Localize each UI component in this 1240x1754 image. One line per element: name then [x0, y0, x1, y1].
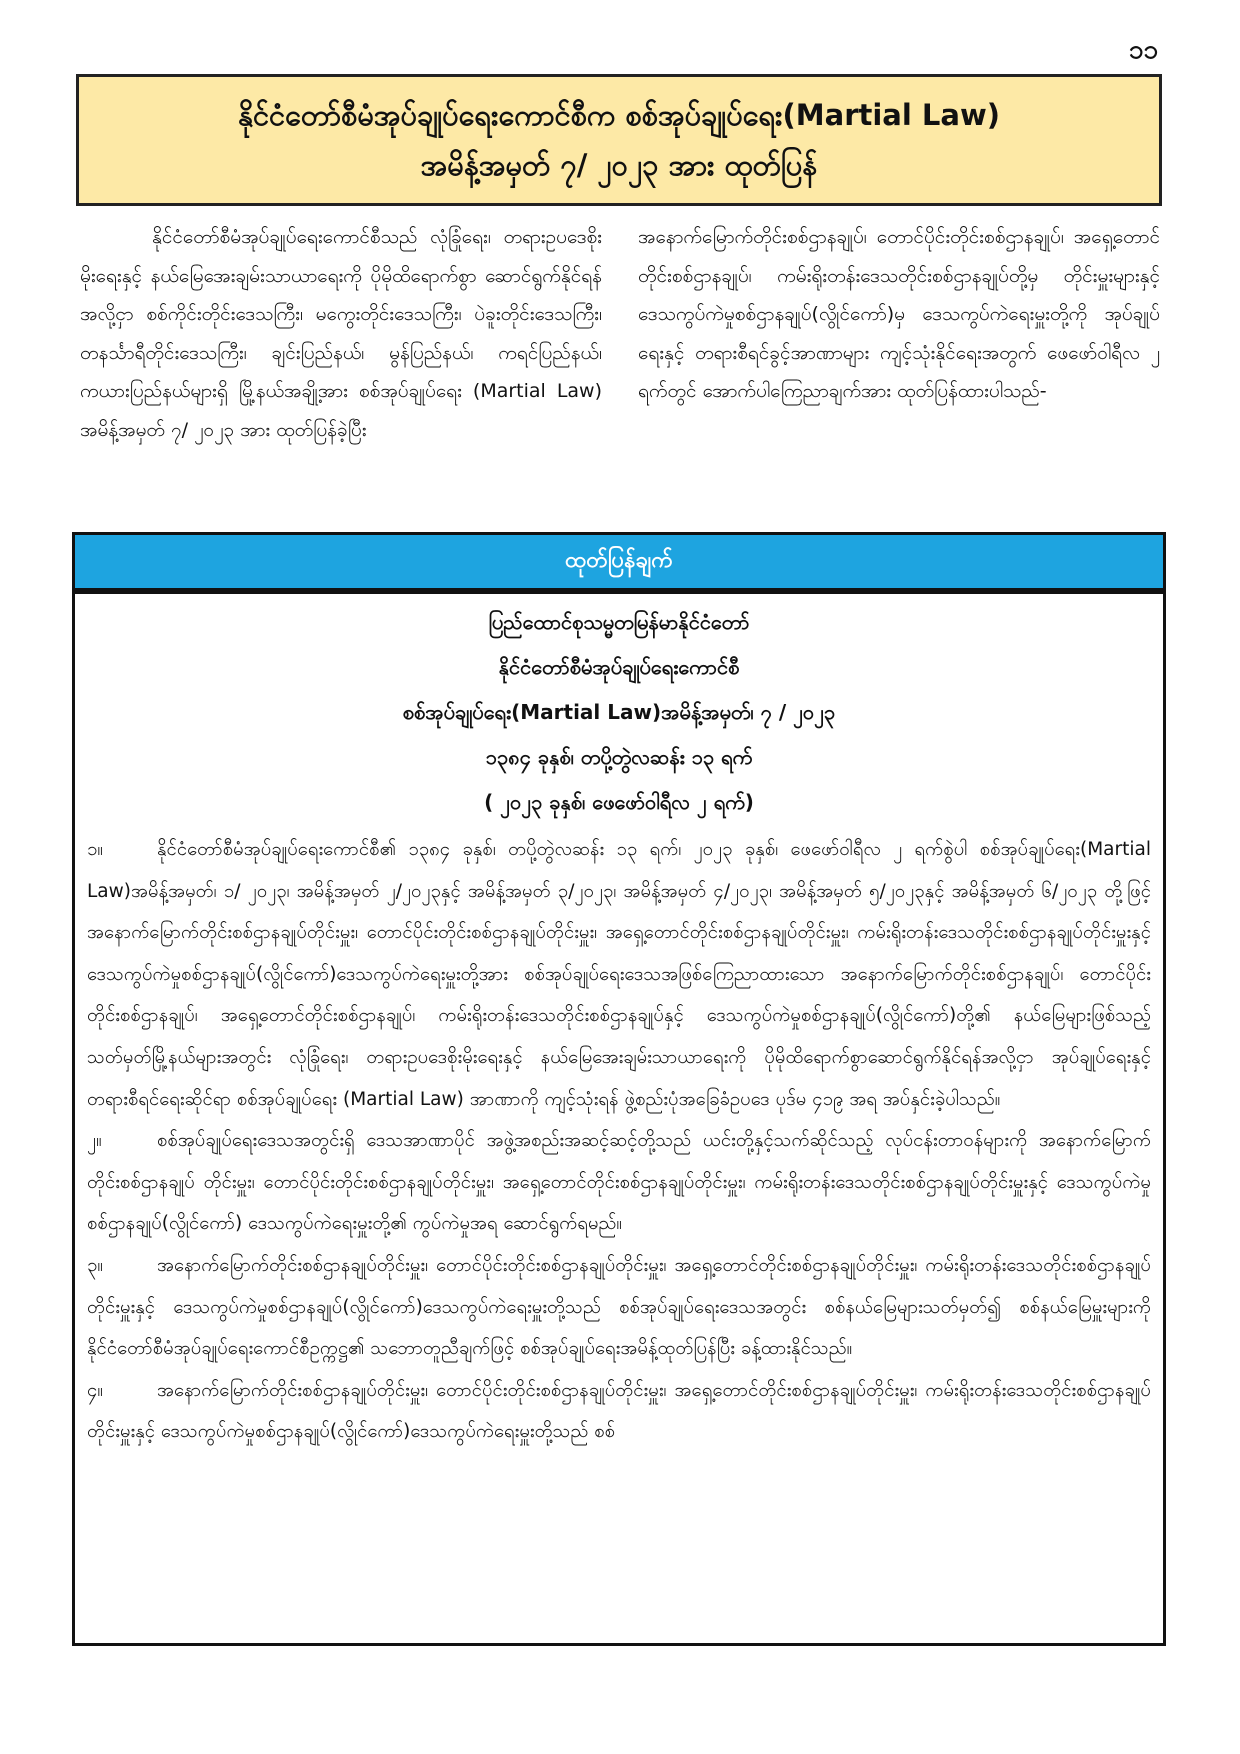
release-body	[72, 594, 1166, 1646]
order-heading-country: ပြည်ထောင်စုသမ္မတမြန်မာနိုင်ငံတော်	[488, 610, 750, 634]
release-header: ထုတ်ပြန်ချက်	[72, 532, 1166, 594]
order-heading-council: နိုင်ငံတော်စီမံအုပ်ချုပ်ရေးကောင်စီ	[498, 655, 740, 679]
page-title-line-2: အမိန့်အမှတ် ၇/ ၂၀၂၃ အား ထုတ်ပြန်	[420, 148, 818, 182]
paragraph-number: ၃။	[87, 1254, 104, 1276]
paragraph-number: ၂။	[87, 1130, 102, 1152]
page-title-line-1: နိုင်ငံတော်စီမံအုပ်ချုပ်ရေးကောင်စီက စစ်အုပ်ချုပ်ရေး(Martial Law)	[237, 97, 1000, 132]
order-paragraph-2	[87, 1120, 1151, 1245]
paragraph-number: ၁။	[87, 839, 104, 860]
paragraph-text: နိုင်ငံတော်စီမံအုပ်ချုပ်ရေးကောင်စီ၏ ၁၃၈၄ ခုနှစ်၊ တပို့တွဲလဆန်း ၁၃ ရက်၊ ၂၀၂၃ ခုနှစ်၊ ဖေဖော်ဝါရီလ ၂ ရက်စွဲပါ စစ်အုပ်ချုပ်ရေး(Martial Law)အမိန့်အမှတ်၊ ၁/ ၂၀၂၃၊ အမိန့်အမှတ် ၂/၂၀၂၃နှင့် အမိန့်အမှတ် ၃/၂၀၂၃၊ အမိန့်အမှတ် ၄/၂၀၂၃၊ အမိန့်အမှတ် ၅/၂၀၂၃နှင့် အမိန့်အမှတ် ၆/၂၀၂၃ တို့ဖြင့် အနောက်မြောက်တိုင်းစစ်ဌာနချုပ်တိုင်းမှူး၊ တောင်ပိုင်းတိုင်းစစ်ဌာနချုပ်တိုင်းမှူး၊ အရှေ့တောင်တိုင်းစစ်ဌာနချုပ်တိုင်းမှူး၊ ကမ်းရိုးတန်းဒေသတိုင်းစစ်ဌာနချုပ်တိုင်းမှူးနှင့် ဒေသကွပ်ကဲမှုစစ်ဌာနချုပ်(လွိုင်ကော်)ဒေသကွပ်ကဲရေးမှူးတို့အား စစ်အုပ်ချုပ်ရေးဒေသအဖြစ်ကြေညာထားသော အနောက်မြောက်တိုင်းစစ်ဌာနချုပ်၊ တောင်ပိုင်းတိုင်းစစ်ဌာနချုပ်၊ အရှေ့တောင်တိုင်းစစ်ဌာနချုပ်၊ ကမ်းရိုးတန်းဒေသတိုင်းစစ်ဌာနချုပ်နှင့် ဒေသကွပ်ကဲမှုစစ်ဌာနချုပ်(လွိုင်ကော်)တို့၏ နယ်မြေများဖြစ်သည့် သတ်မှတ်မြို့နယ်များအတွင်း လုံခြုံရေး၊ တရားဥပဒေစိုးမိုးရေးနှင့် နယ်မြေအေးချမ်းသာယာရေးကို ပိုမိုထိရောက်စွာဆောင်ရွက်နိုင်ရန်အလို့ငှာ အုပ်ချုပ်ရေးနှင့် တရားစီရင်ရေးဆိုင်ရာ စစ်အုပ်ချုပ်ရေး (Martial Law) အာဏာကို ကျင့်သုံးရန် ဖွဲ့စည်းပုံအခြေခံဥပဒေ ပုဒ်မ ၄၁၉ အရ အပ်နှင်းခဲ့ပါသည်။	[87, 839, 1151, 1110]
paragraph-number: ၄။	[87, 1379, 104, 1401]
paragraph-text: အနောက်မြောက်တိုင်းစစ်ဌာနချုပ်တိုင်းမှူး၊ တောင်ပိုင်းတိုင်းစစ်ဌာနချုပ်တိုင်းမှူး၊ အရှေ့တောင်တိုင်းစစ်ဌာနချုပ်တိုင်းမှူး၊ ကမ်းရိုးတန်းဒေသတိုင်းစစ်ဌာနချုပ်တိုင်းမှူးနှင့် ဒေသကွပ်ကဲမှုစစ်ဌာနချုပ်(လွိုင်ကော်)ဒေသကွပ်ကဲရေးမှူးတို့သည် စစ်အုပ်ချုပ်ရေးဒေသအတွင်း စစ်နယ်မြေများသတ်မှတ်၍ စစ်နယ်မြေမှူးများကို နိုင်ငံတော်စီမံအုပ်ချုပ်ရေးကောင်စီဥက္ကဋ္ဌ၏ သဘောတူညီချက်ဖြင့် စစ်အုပ်ချုပ်ရေးအမိန့်ထုတ်ပြန်ပြီး ခန့်ထားနိုင်သည်။	[87, 1254, 1151, 1360]
order-paragraph-1	[87, 829, 1151, 1120]
order-paragraph-4	[87, 1370, 1151, 1453]
title-box	[76, 74, 1162, 206]
order-paragraph-3	[87, 1245, 1151, 1370]
page-number: ၁၁	[1128, 35, 1158, 65]
paragraph-text: အနောက်မြောက်တိုင်းစစ်ဌာနချုပ်တိုင်းမှူး၊ တောင်ပိုင်းတိုင်းစစ်ဌာနချုပ်တိုင်းမှူး၊ အရှေ့တောင်တိုင်းစစ်ဌာနချုပ်တိုင်းမှူး၊ ကမ်းရိုးတန်းဒေသတိုင်းစစ်ဌာနချုပ် တိုင်းမှူးနှင့် ဒေသကွပ်ကဲမှုစစ်ဌာနချုပ်(လွိုင်ကော်)ဒေသကွပ်ကဲရေးမှူးတို့သည် စစ်	[87, 1379, 1151, 1443]
order-heading-myanmar-date: ၁၃၈၄ ခုနှစ်၊ တပို့တွဲလဆန်း ၁၃ ရက်	[485, 745, 753, 769]
order-heading-gregorian-date: ( ၂၀၂၃ ခုနှစ်၊ ဖေဖော်ဝါရီလ ၂ ရက်)	[484, 790, 754, 814]
paragraph-text: စစ်အုပ်ချုပ်ရေးဒေသအတွင်းရှိ ဒေသအာဏာပိုင် အဖွဲ့အစည်းအဆင့်ဆင့်တို့သည် ယင်းတို့နှင့်သက်ဆိုင်သည့် လုပ်ငန်းတာဝန်များကို အနောက်မြောက်တိုင်းစစ်ဌာနချုပ် တိုင်းမှူး၊ တောင်ပိုင်းတိုင်းစစ်ဌာနချုပ်တိုင်းမှူး၊ အရှေ့တောင်တိုင်းစစ်ဌာနချုပ်တိုင်းမှူး၊ ကမ်းရိုးတန်းဒေသတိုင်းစစ်ဌာနချုပ်တိုင်းမှူးနှင့် ဒေသကွပ်ကဲမှုစစ်ဌာနချုပ်(လွိုင်ကော်) ဒေသကွပ်ကဲရေးမှူးတို့၏ ကွပ်ကဲမှုအရ ဆောင်ရွက်ရမည်။	[87, 1130, 1151, 1235]
intro-column-right: အနောက်မြောက်တိုင်းစစ်ဌာနချုပ်၊ တောင်ပိုင်းတိုင်းစစ်ဌာနချုပ်၊ အရှေ့တောင်တိုင်းစစ်ဌာနချုပ်၊ ကမ်းရိုးတန်းဒေသတိုင်းစစ်ဌာနချုပ်တို့မှ တိုင်းမှူးများနှင့် ဒေသကွပ်ကဲမှုစစ်ဌာနချုပ်(လွိုင်ကော်)မှ ဒေသကွပ်ကဲရေးမှူးတို့ကို အုပ်ချုပ်ရေးနှင့် တရားစီရင်ခွင့်အာဏာများ ကျင့်သုံးနိုင်ရေးအတွက် ဖေဖော်ဝါရီလ ၂ ရက်တွင် အောက်ပါကြေညာချက်အား ထုတ်ပြန်ထားပါသည်-	[638, 226, 1160, 402]
order-heading-order-number: စစ်အုပ်ချုပ်ရေး(Martial Law)အမိန့်အမှတ်၊ ၇ / ၂၀၂၃	[402, 700, 836, 724]
intro-section	[80, 218, 1160, 528]
intro-column-left: နိုင်ငံတော်စီမံအုပ်ချုပ်ရေးကောင်စီသည် လုံခြုံရေး၊ တရားဥပဒေစိုးမိုးရေးနှင့် နယ်မြေအေးချမ်းသာယာရေးကို ပိုမိုထိရောက်စွာ ဆောင်ရွက်နိုင်ရန်အလို့ငှာ စစ်ကိုင်းတိုင်းဒေသကြီး၊ မကွေးတိုင်းဒေသကြီး၊ ပဲခူးတိုင်းဒေသကြီး၊ တနင်္သာရီတိုင်းဒေသကြီး၊ ချင်းပြည်နယ်၊ မွန်ပြည်နယ်၊ ကရင်ပြည်နယ်၊ ကယားပြည်နယ်များရှိ မြို့နယ်အချို့အား စစ်အုပ်ချုပ်ရေး (Martial Law) အမိန့်အမှတ် ၇/ ၂၀၂၃ အား ထုတ်ပြန်ခဲ့ပြီး	[80, 226, 602, 441]
order-heading	[87, 600, 1151, 825]
